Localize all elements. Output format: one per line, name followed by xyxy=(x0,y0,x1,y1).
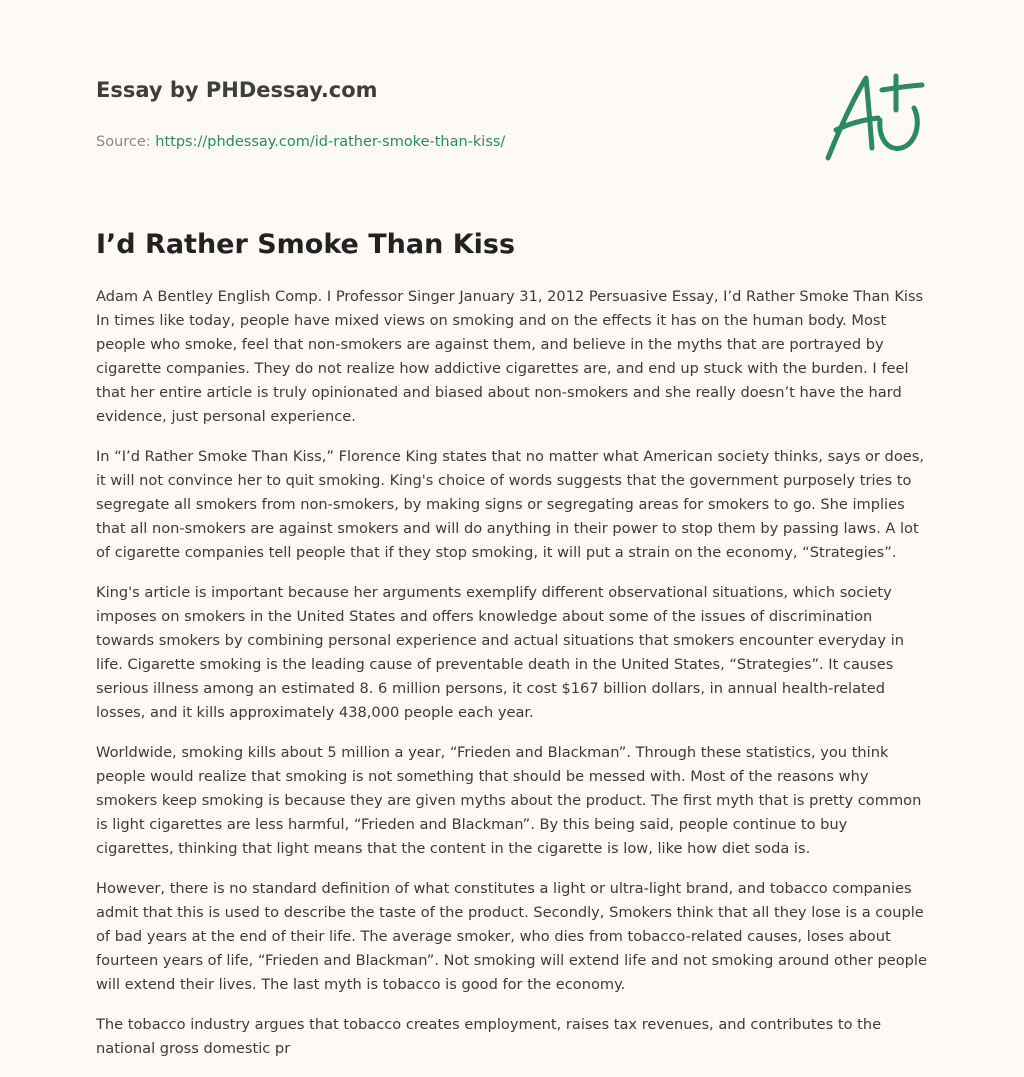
site-brand: Essay by PHDessay.com xyxy=(96,78,378,102)
source-link[interactable]: https://phdessay.com/id-rather-smoke-than-kiss/ xyxy=(155,134,506,150)
essay-paragraph-5: However, there is no standard definition of what constitutes a light or ultra-light brand, and tobacco companies admit that this is used to describe the taste of the product. Secondly, Smokers think that all they lose is a couple of bad years at the end of their life. The average smoker, who dies from tobacco-related causes, loses about fourteen years of life, “Frieden and Blackman”. Not smoking will extend life and not smoking around other people will extend their lives. The last myth is tobacco is good for the economy. xyxy=(96,880,927,993)
essay-paragraph-2: In “I’d Rather Smoke Than Kiss,” Florence King states that no matter what American society thinks, says or does, it will not convince her to quit smoking. King's choice of words suggests that the government purposely tries to segregate all smokers from non-smokers, by making signs or segregating areas for smokers to go. She implies that all non-smokers are against smokers and will do anything in their power to stop them by passing laws. A lot of cigarette companies tell people that if they stop smoking, it will put a strain on the economy, “Strategies”. xyxy=(96,448,924,561)
essay-paragraph-1: Adam A Bentley English Comp. I Professor Singer January 31, 2012 Persuasive Essay, I’d Rather Smoke Than Kiss In times like today, people have mixed views on smoking and on the effects it has on the human body. Most people who smoke, feel that non-smokers are against them, and believe in the myths that are portrayed by cigarette companies. They do not realize how addictive cigarettes are, and end up stuck with the burden. I feel that her entire article is truly opinionated and biased about non-smokers and she really doesn’t have the hard evidence, just personal experience. xyxy=(96,288,924,425)
source-label: Source: xyxy=(96,134,151,150)
essay-body xyxy=(96,285,928,1077)
essay-title: I’d Rather Smoke Than Kiss xyxy=(96,229,516,260)
site-header xyxy=(96,76,796,152)
essay-paragraph-6: The tobacco industry argues that tobacco creates employment, raises tax revenues, and contributes to the national gross domestic pr xyxy=(96,1016,882,1057)
a-plus-grade-icon xyxy=(822,68,926,164)
essay-paragraph-3: King's article is important because her arguments exemplify different observational situations, which society imposes on smokers in the United States and offers knowledge about some of the issues of discrimination towards smokers by combining personal experience and actual situations that smokers encounter everyday in life. Cigarette smoking is the leading cause of preventable death in the United States, “Strategies”. It causes serious illness among an estimated 8. 6 million persons, it cost $167 billion dollars, in annual health-related losses, and it kills approximately 438,000 people each year. xyxy=(96,584,904,721)
source-line xyxy=(96,132,796,152)
essay-paragraph-4: Worldwide, smoking kills about 5 million a year, “Frieden and Blackman”. Through these statistics, you think people would realize that smoking is not something that should be messed with. Most of the reasons why smokers keep smoking is because they are given myths about the product. The first myth that is pretty common is light cigarettes are less harmful, “Frieden and Blackman”. By this being said, people continue to buy cigarettes, thinking that light means that the content in the cigarette is low, like how diet soda is. xyxy=(96,744,922,857)
